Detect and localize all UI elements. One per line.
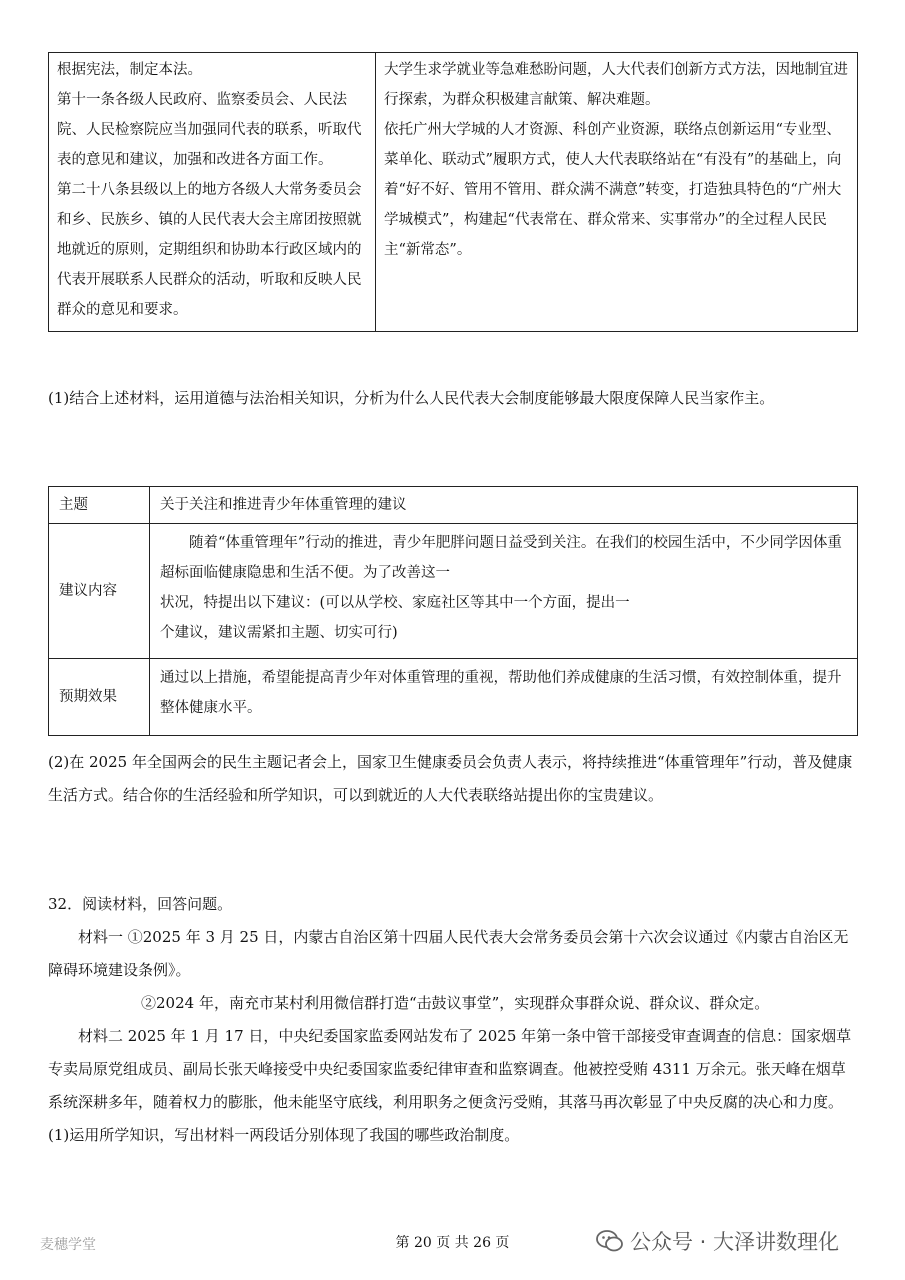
content-label: 建议内容 [49,524,150,659]
law-text-1: 根据宪法，制定本法。 [57,62,202,78]
law-text-cell [49,53,376,332]
proposal-table [48,486,858,736]
case-text-cell [376,53,858,332]
law-text-2: 第十一条各级人民政府、监察委员会、人民法院、人民检察院应当加强同代表的联系，听取代表的意见和建议，加强和改进各方面工作。 [57,92,362,168]
effect-label: 预期效果 [49,659,150,736]
content-line-2: 状况，特提出以下建议：(可以从学校、家庭社区等其中一个方面，提出一 [160,595,630,611]
question-32 [48,888,860,1152]
wechat-icon [596,1230,624,1252]
question-2: (2)在 2025 年全国两会的民生主题记者会上，国家卫生健康委员会负责人表示，将持续推进“体重管理年”行动，普及健康生活方式。结合你的生活经验和所学知识，可以到就近的人大代表联络站提出你的宝贵建议。 [48,753,853,804]
topic-value: 关于关注和推进青少年体重管理的建议 [150,487,858,524]
page-number: 第 20 页 共 26 页 [395,1235,510,1251]
material-2: 材料二 2025 年 1 月 17 日，中央纪委国家监委网站发布了 2025 年第一条中管干部接受审查调查的信息：国家烟草专卖局原党组成员、副局长张天峰接受中央纪委国家监委纪律审查和监察调查。他被控受贿 4311 万余元。张天峰在烟草系统深耕多年，随着权力的膨胀，他未能坚守底线，利用职务之便贪污受贿，其落马再次彰显了中央反腐的决心和力度。 [48,1027,852,1111]
content-line-3: 个建议，建议需紧扣主题、切实可行) [160,625,398,641]
case-text-1: 大学生求学就业等急难愁盼问题，人大代表们创新方式方法，因地制宜进行探索，为群众积极建言献策、解决难题。 [384,62,848,108]
watermark [596,1226,839,1256]
law-material-table [48,52,858,332]
material-1b: ②2024 年，南充市某村利用微信群打造“击鼓议事堂”，实现群众事群众说、群众议、群众定。 [141,994,770,1012]
q32-title: 32．阅读材料，回答问题。 [48,895,233,913]
q32-sub-1: (1)运用所学知识，写出材料一两段话分别体现了我国的哪些政治制度。 [48,1126,520,1144]
law-text-3: 第二十八条县级以上的地方各级人大常务委员会和乡、民族乡、镇的人民代表大会主席团按照就地就近的原则，定期组织和协助本行政区域内的代表开展联系人民群众的活动，听取和反映人民群众的意见和要求。 [57,182,362,318]
content-value [150,524,858,659]
effect-value: 通过以上措施，希望能提高青少年对体重管理的重视，帮助他们养成健康的生活习惯，有效控制体重，提升整体健康水平。 [150,659,858,736]
content-line-1: 随着“体重管理年”行动的推进，青少年肥胖问题日益受到关注。在我们的校园生活中，不少同学因体重超标面临健康隐患和生活不便。为了改善这一 [160,535,842,581]
topic-label: 主题 [49,487,150,524]
watermark-text: 公众号 · 大泽讲数理化 [630,1230,840,1254]
case-text-2: 依托广州大学城的人才资源、科创产业资源，联络点创新运用“专业型、菜单化、联动式”履职方式，使人大代表联络站在“有没有”的基础上，向着“好不好、管用不管用、群众满不满意”转变，打造独具特色的“广州大学城模式”，构建起“代表常在、群众常来、实事常办”的全过程人民民主“新常态”。 [384,122,842,258]
question-1: (1)结合上述材料，运用道德与法治相关知识，分析为什么人民代表大会制度能够最大限度保障人民当家作主。 [48,389,775,407]
footer-brand: 麦穗学堂 [40,1237,96,1253]
material-1a: 材料一 ①2025 年 3 月 25 日，内蒙古自治区第十四届人民代表大会常务委员会第十六次会议通过《内蒙古自治区无障碍环境建设条例》。 [48,928,849,979]
